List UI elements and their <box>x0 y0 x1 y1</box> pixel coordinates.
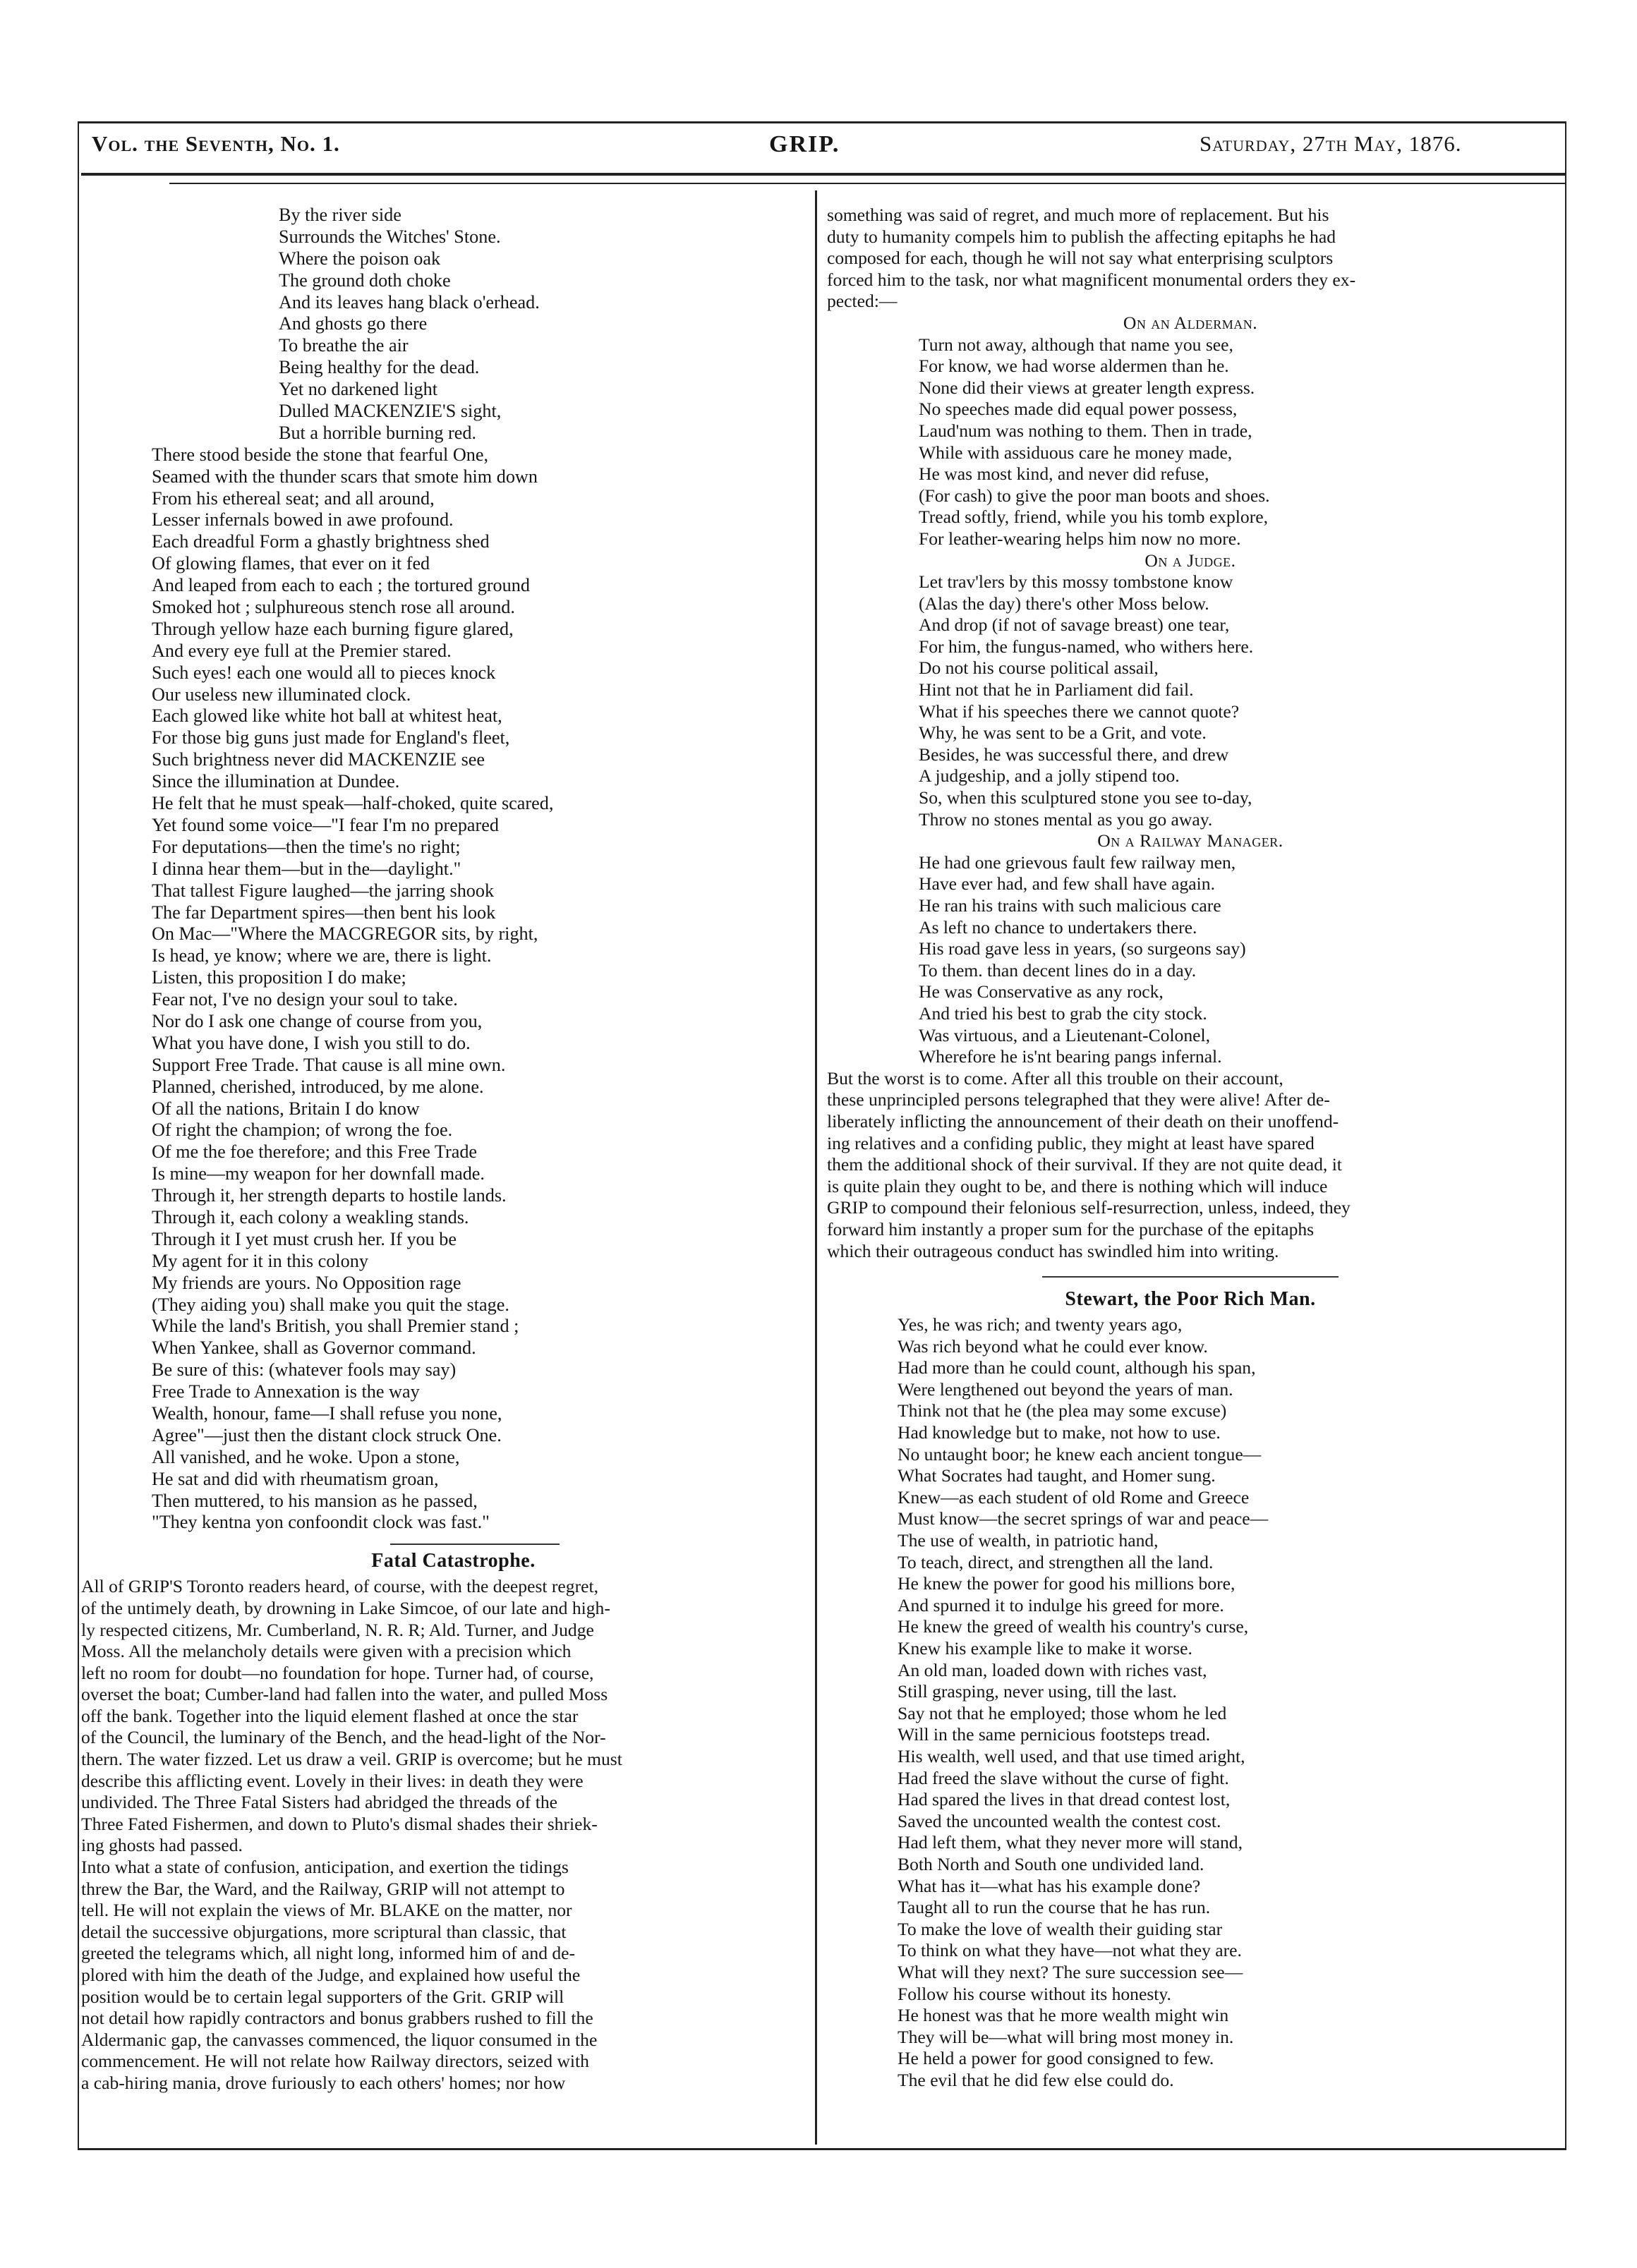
poem-line: Each dreadful Form a ghastly brightness shed <box>152 531 490 552</box>
poem-line: And spurned it to indulge his greed for more. <box>898 1594 1224 1615</box>
poem-line: The ground doth choke <box>279 269 451 291</box>
poem-line: He knew the greed of wealth his country's curse, <box>898 1616 1249 1637</box>
poem-line: As left no chance to undertakers there. <box>919 916 1197 938</box>
poem-line: His road gave less in years, (so surgeons say) <box>919 938 1246 959</box>
poem-line: Had left them, what they never more will stand, <box>898 1832 1243 1853</box>
poem-line: All vanished, and he woke. Upon a stone, <box>152 1446 460 1467</box>
poem-line: No speeches made did equal power possess, <box>919 399 1238 420</box>
poem-line: Throw no stones mental as you go away. <box>919 808 1213 830</box>
poem-line: What will they next? The sure succession see— <box>898 1961 1243 1982</box>
article-line: greeted the telegrams which, all night long, informed him of and de- <box>81 1943 576 1964</box>
poem-line: And leaped from each to each ; the tortured ground <box>152 575 530 596</box>
poem-line: Had more than he could count, although his span, <box>898 1357 1256 1378</box>
article-line: Moss. All the melancholy details were given with a precision which <box>81 1641 572 1662</box>
poem-line: And drop (if not of savage breast) one tear, <box>919 614 1230 636</box>
article-line: these unprincipled persons telegraphed that they were alive! After de- <box>827 1089 1330 1110</box>
article-line: threw the Bar, the Ward, and the Railway, GRIP will not attempt to <box>81 1878 565 1899</box>
poem-line: And ghosts go there <box>279 313 428 334</box>
poem-line: Follow his course without its honesty. <box>898 1983 1171 2004</box>
poem-line: Think not that he (the plea may some excuse) <box>898 1400 1227 1421</box>
article-line: ing relatives and a confiding public, they might at least have spared <box>827 1132 1315 1153</box>
poem-line: To breathe the air <box>279 335 409 356</box>
epitaph-title-alderman: On an Alderman. <box>1123 312 1258 333</box>
poem-line: Wealth, honour, fame—I shall refuse you none, <box>152 1402 502 1424</box>
poem-line: Will in the same pernicious footsteps tread. <box>898 1724 1211 1745</box>
poem-line: Such brightness never did MACKENZIE see <box>152 749 485 770</box>
poem-line: That tallest Figure laughed—the jarring shook <box>152 880 495 901</box>
article-line: forced him to the task, nor what magnificent monumental orders they ex- <box>827 269 1356 290</box>
article-line: describe this afflicting event. Lovely in their lives: in death they were <box>81 1770 584 1791</box>
poem-line: He honest was that he more wealth might win <box>898 2005 1229 2026</box>
poem-line: Is mine—my weapon for her downfall made. <box>152 1163 485 1184</box>
poem-line: On Mac—"Where the MACGREGOR sits, by right, <box>152 923 538 945</box>
article-line: forward him instantly a proper sum for the purchase of the epitaphs <box>827 1218 1315 1239</box>
poem-line: No untaught boor; he knew each ancient tongue— <box>898 1443 1262 1465</box>
poem-line: Had spared the lives in that dread contest lost, <box>898 1789 1231 1810</box>
poem-line: What has it—what has his example done? <box>898 1875 1201 1896</box>
poem-line: Laud'num was nothing to them. Then in trade, <box>919 420 1252 441</box>
article-line: All of GRIP'S Toronto readers heard, of course, with the deepest regret, <box>81 1576 598 1597</box>
poem-line: Besides, he was successful there, and drew <box>919 744 1229 765</box>
poem-line: None did their views at greater length express. <box>919 377 1255 398</box>
poem-line: Surrounds the Witches' Stone. <box>279 226 501 247</box>
poem-line: The evil that he did few else could do. <box>898 2069 1174 2090</box>
poem-line: Saved the uncounted wealth the contest cost. <box>898 1810 1221 1831</box>
poem-line: Had freed the slave without the curse of fight. <box>898 1767 1229 1788</box>
poem-line: While with assiduous care he money made, <box>919 442 1233 463</box>
article-line: thern. The water fizzed. Let us draw a veil. GRIP is overcome; but he must <box>81 1749 622 1770</box>
header-rule-lower <box>169 183 1566 184</box>
poem-line: Then muttered, to his mansion as he passed, <box>152 1490 478 1511</box>
poem-opening-stanza <box>152 205 797 444</box>
poem-line: A judgeship, and a jolly stipend too. <box>919 765 1180 787</box>
poem-line: His wealth, well used, and that use timed aright, <box>898 1745 1245 1766</box>
poem-line: He was most kind, and never did refuse, <box>919 463 1209 485</box>
poem-line: The far Department spires—then bent his look <box>152 902 496 923</box>
poem-line: To them. than decent lines do in a day. <box>919 959 1197 981</box>
poem-line: For deputations—then the time's no right; <box>152 836 461 857</box>
poem-line: Through it, each colony a weakling stands. <box>152 1206 469 1227</box>
article-line: undivided. The Three Fatal Sisters had abridged the threads of the <box>81 1792 557 1813</box>
poem-line: (Alas the day) there's other Moss below. <box>919 593 1209 614</box>
article-line: a cab-hiring mania, drove furiously to each others' homes; nor how <box>81 2072 566 2093</box>
poem-line: Both North and South one undivided land. <box>898 1853 1204 1874</box>
poem-line: Turn not away, although that name you see, <box>919 334 1233 355</box>
article-line: GRIP to compound their felonious self-resurrection, unless, indeed, they <box>827 1197 1351 1218</box>
poem-line: Free Trade to Annexation is the way <box>152 1381 420 1402</box>
poem-line: Taught all to run the course that he has run. <box>898 1897 1211 1918</box>
poem-line: Support Free Trade. That cause is all mine own. <box>152 1054 506 1075</box>
top-border-rule <box>78 121 1566 123</box>
volume-number: Vol. the Seventh, No. 1. <box>92 131 340 156</box>
epitaph-alderman <box>827 334 1554 550</box>
article-line: plored with him the death of the Judge, and explained how useful the <box>81 1965 581 1986</box>
poem-line: He ran his trains with such malicious care <box>919 895 1221 916</box>
article-line: But the worst is to come. After all this trouble on their account, <box>827 1067 1283 1088</box>
poem-line: What you have done, I wish you still to do. <box>152 1032 471 1053</box>
poem-line: He was Conservative as any rock, <box>919 981 1164 1002</box>
poem-line: My friends are yours. No Opposition rage <box>152 1272 461 1293</box>
poem-line: For leather-wearing helps him now no more. <box>919 528 1241 549</box>
article-line: of the untimely death, by drowning in Lake Simcoe, of our late and high- <box>81 1597 610 1618</box>
article-line: them the additional shock of their survival. If they are not quite dead, it <box>827 1154 1342 1175</box>
epitaph-intro <box>827 205 1554 313</box>
poem-line: Since the illumination at Dundee. <box>152 771 400 792</box>
poem-line: Seamed with the thunder scars that smote him down <box>152 466 538 487</box>
header-rule-upper <box>81 173 1566 176</box>
epitaph-title-railway-manager: On a Railway Manager. <box>1097 830 1283 851</box>
poem-line: Through yellow haze each burning figure glared, <box>152 618 514 639</box>
right-column <box>827 205 1554 2091</box>
poem-line: Say not that he employed; those whom he led <box>898 1702 1227 1723</box>
article-line: pected:— <box>827 291 898 312</box>
article-line: commencement. He will not relate how Railway directors, seized with <box>81 2051 589 2072</box>
issue-date: Saturday, 27th May, 1876. <box>1200 131 1462 156</box>
section-divider <box>390 1544 560 1545</box>
poem-line: Must know—the secret springs of war and peace— <box>898 1508 1269 1529</box>
epitaph-railway-manager <box>827 852 1554 1068</box>
poem-line: Have ever had, and few shall have again. <box>919 873 1215 895</box>
article-line: left no room for doubt—no foundation for hope. Turner had, of course, <box>81 1662 594 1683</box>
poem-line: Why, he was sent to be a Grit, and vote. <box>919 722 1207 744</box>
poem-line: "They kentna yon confoondit clock was fast." <box>152 1512 490 1533</box>
poem-line: My agent for it in this colony <box>152 1250 368 1271</box>
poem-line: Agree"—just then the distant clock struck One. <box>152 1424 502 1445</box>
article-line: duty to humanity compels him to publish the affecting epitaphs he had <box>827 226 1336 247</box>
epitaph-title-judge: On a Judge. <box>1144 550 1236 571</box>
article-line: is quite plain they ought to be, and there is nothing which will induce <box>827 1175 1328 1196</box>
article-line: position would be to certain legal supporters of the Grit. GRIP will <box>81 1986 564 2007</box>
poem-line: For him, the fungus-named, who withers here. <box>919 636 1254 657</box>
poem-line: An old man, loaded down with riches vast, <box>898 1659 1207 1680</box>
masthead-title: GRIP. <box>769 131 840 157</box>
poem-line: Nor do I ask one change of course from you, <box>152 1010 483 1031</box>
left-border-rule <box>78 121 79 2149</box>
poem-line: Planned, cherished, introduced, by me alone. <box>152 1076 484 1097</box>
poem-line: To think on what they have—not what they are. <box>898 1940 1242 1961</box>
poem-line: He sat and did with rheumatism groan, <box>152 1468 439 1489</box>
poem-line: Tread softly, friend, while you his tomb explore, <box>919 507 1268 528</box>
poem-line: Was virtuous, and a Lieutenant-Colonel, <box>919 1024 1211 1045</box>
article-line: Aldermanic gap, the canvasses commenced, the liquor consumed in the <box>81 2029 598 2050</box>
article-line: ly respected citizens, Mr. Cumberland, N. R. R; Ald. Turner, and Judge <box>81 1619 594 1640</box>
article-line: overset the boat; Cumber-land had fallen into the water, and pulled Moss <box>81 1684 608 1705</box>
poem-line: Be sure of this: (whatever fools may say) <box>152 1359 457 1381</box>
poem-line: From his ethereal seat; and all around, <box>152 487 435 509</box>
poem-line: Was rich beyond what he could ever know. <box>898 1335 1208 1357</box>
poem-line: And every eye full at the Premier stared. <box>152 640 452 661</box>
poem-line: Let trav'lers by this mossy tombstone know <box>919 571 1233 593</box>
poem-line: He felt that he must speak—half-choked, quite scared, <box>152 793 554 814</box>
bottom-border-rule <box>78 2148 1566 2150</box>
article-line: off the bank. Together into the liquid element flashed at once the star <box>81 1705 579 1726</box>
article-line: Into what a state of confusion, anticipation, and exertion the tidings <box>81 1857 569 1878</box>
poem-line: I dinna hear them—but in the—daylight." <box>152 858 461 879</box>
article-title-fatal-catastrophe: Fatal Catastrophe. <box>371 1550 536 1572</box>
poem-line: What if his speeches there we cannot quote? <box>919 701 1240 722</box>
poem-line: Do not his course political assail, <box>919 657 1159 679</box>
article-line: detail the successive objurgations, more scriptural than classic, that <box>81 1921 567 1942</box>
poem-line: (They aiding you) shall make you quit the stage. <box>152 1294 509 1315</box>
poem-line: He held a power for good consigned to few. <box>898 2048 1214 2069</box>
article-line: liberately inflicting the announcement of their death on their unoffend- <box>827 1110 1339 1132</box>
poem-line: Knew—as each student of old Rome and Greece <box>898 1486 1250 1508</box>
poem-line: While the land's British, you shall Premier stand ; <box>152 1316 519 1337</box>
poem-line: For know, we had worse aldermen than he. <box>919 356 1229 377</box>
poem-line: Of all the nations, Britain I do know <box>152 1098 420 1119</box>
article-line: composed for each, though he will not say what enterprising sculptors <box>827 248 1334 269</box>
article-line: which their outrageous conduct has swindled him into writing. <box>827 1240 1279 1261</box>
poem-line: Being healthy for the dead. <box>279 357 480 378</box>
section-divider <box>1042 1276 1339 1278</box>
poem-line: Of right the champion; of wrong the foe. <box>152 1120 453 1141</box>
poem-line: Is head, ye know; where we are, there is light. <box>152 945 492 966</box>
poem-line: Had knowledge but to make, not how to use. <box>898 1422 1221 1443</box>
article-line: of the Council, the luminary of the Bench, and the head-light of the Nor- <box>81 1727 606 1748</box>
article-line: not detail how rapidly contractors and bonus grabbers rushed to fill the <box>81 2008 593 2029</box>
poem-line: Knew his example like to make it worse. <box>898 1638 1192 1658</box>
article-body-fatal-catastrophe <box>81 1576 808 2094</box>
poem-line: Such eyes! each one would all to pieces knock <box>152 662 496 683</box>
poem-line: He knew the power for good his millions bore, <box>898 1573 1236 1594</box>
poem-line: But a horrible burning red. <box>279 422 476 443</box>
poem-line: They will be—what will bring most money in. <box>898 2026 1234 2047</box>
poem-line: Yes, he was rich; and twenty years ago, <box>898 1314 1183 1335</box>
poem-line: To make the love of wealth their guiding star <box>898 1918 1223 1939</box>
poem-line: Lesser infernals bowed in awe profound. <box>152 509 454 530</box>
poem-line: Fear not, I've no design your soul to take. <box>152 989 458 1010</box>
poem-line: So, when this sculptured stone you see to-day, <box>919 787 1252 808</box>
poem-line: There stood beside the stone that fearful One, <box>152 444 489 465</box>
poem-line: The use of wealth, in patriotic hand, <box>898 1530 1159 1551</box>
poem-line: Each glowed like white hot ball at whitest heat, <box>152 705 502 727</box>
poem-line: Yet found some voice—"I fear I'm no prepared <box>152 814 499 835</box>
poem-line: (For cash) to give the poor man boots and shoes. <box>919 485 1270 506</box>
article-line: Three Fated Fishermen, and down to Pluto's dismal shades their shriek- <box>81 1813 598 1834</box>
poem-line: And tried his best to grab the city stock. <box>919 1002 1207 1024</box>
poem-stewart <box>827 1314 1554 2091</box>
right-border-rule <box>1565 121 1566 2149</box>
poem-line: Listen, this proposition I do make; <box>152 967 406 988</box>
poem-line: Smoked hot ; sulphureous stench rose all around. <box>152 597 515 618</box>
article-line: something was said of regret, and much more of replacement. But his <box>827 205 1329 225</box>
column-divider <box>815 190 817 2145</box>
epitaph-closing <box>827 1068 1554 1262</box>
poem-line: Of glowing flames, that ever on it fed <box>152 553 430 574</box>
article-line: ing ghosts had passed. <box>81 1835 243 1856</box>
poem-line: To teach, direct, and strengthen all the land. <box>898 1551 1214 1572</box>
poem-line: Were lengthened out beyond the years of man. <box>898 1378 1233 1400</box>
article-line: tell. He will not explain the views of Mr. BLAKE on the matter, nor <box>81 1900 572 1921</box>
poem-line: Still grasping, never using, till the last. <box>898 1681 1177 1702</box>
poem-line: And its leaves hang black o'erhead. <box>279 291 540 313</box>
poem-line: Wherefore he is'nt bearing pangs infernal. <box>919 1046 1222 1067</box>
poem-body <box>152 444 797 1534</box>
poem-line: Yet no darkened light <box>279 379 437 400</box>
poem-line: By the river side <box>279 205 401 225</box>
poem-line: Dulled MACKENZIE'S sight, <box>279 401 502 422</box>
poem-line: What Socrates had taught, and Homer sung. <box>898 1465 1216 1486</box>
left-column <box>81 205 797 2094</box>
poem-line: Our useless new illuminated clock. <box>152 684 411 705</box>
poem-line: For those big guns just made for England's fleet, <box>152 727 510 748</box>
poem-line: Of me the foe therefore; and this Free Trade <box>152 1141 478 1163</box>
poem-line: Where the poison oak <box>279 248 441 269</box>
epitaph-judge <box>827 571 1554 830</box>
poem-line: Through it I yet must crush her. If you be <box>152 1228 457 1249</box>
article-title-stewart: Stewart, the Poor Rich Man. <box>1065 1288 1316 1311</box>
poem-line: He had one grievous fault few railway men, <box>919 851 1236 873</box>
poem-line: Hint not that he in Parliament did fail. <box>919 679 1194 701</box>
poem-line: Through it, her strength departs to hostile lands. <box>152 1185 507 1206</box>
poem-line: When Yankee, shall as Governor command. <box>152 1338 476 1359</box>
